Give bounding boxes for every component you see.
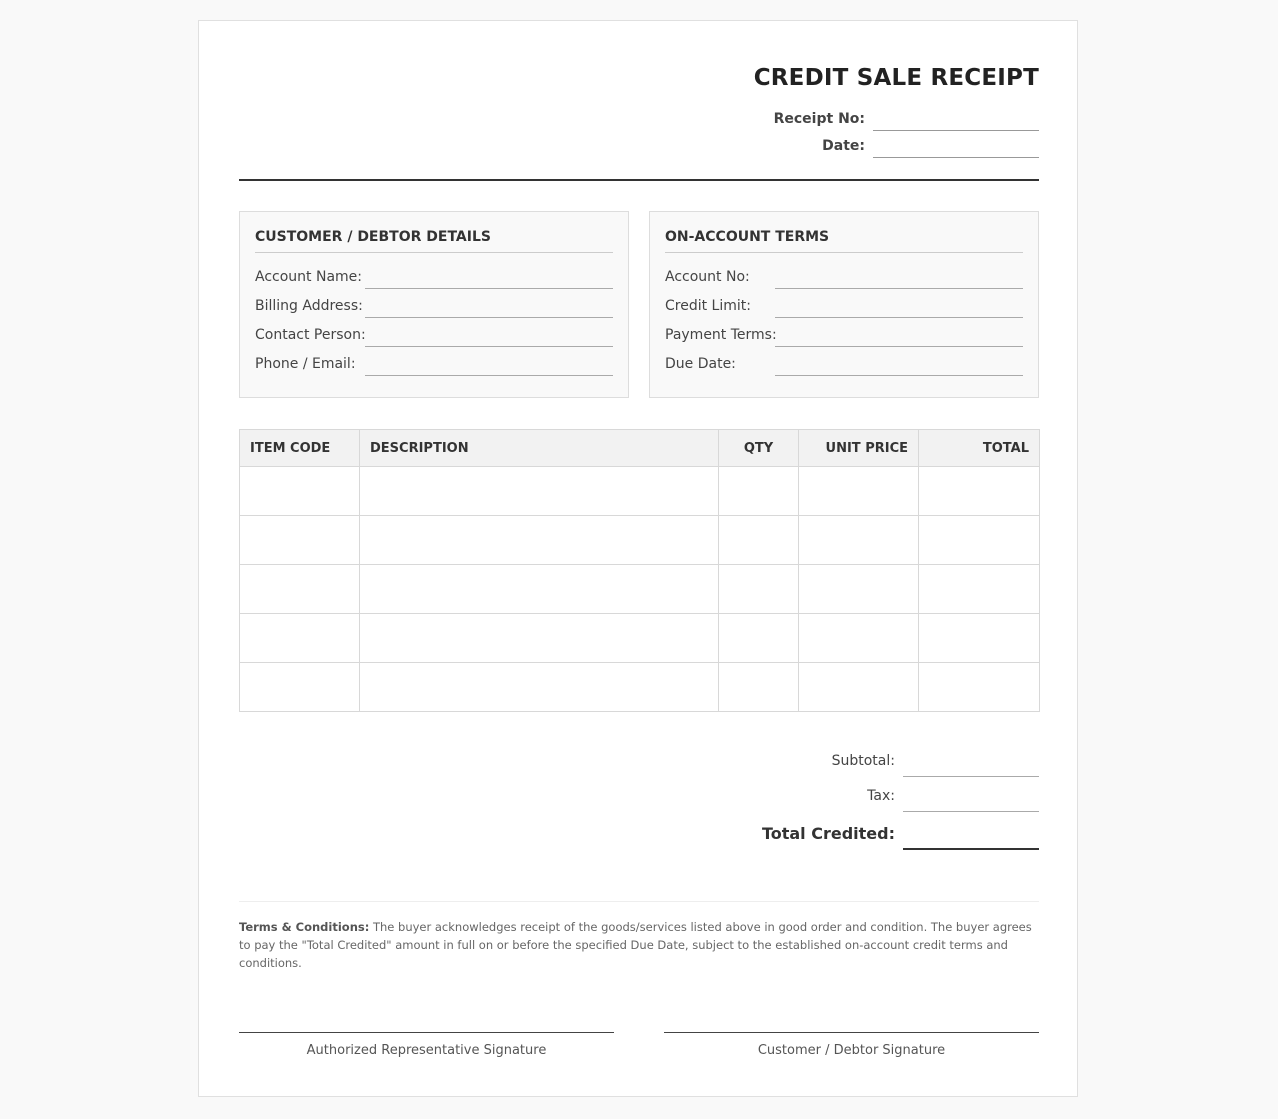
date-field[interactable] <box>873 137 1039 158</box>
subtotal-field[interactable] <box>903 776 1039 777</box>
receipt-no-row <box>739 109 1039 131</box>
customer-signature-line[interactable] <box>664 1032 1039 1058</box>
due-date-row <box>665 354 1023 376</box>
billing-address-label: Billing Address: <box>255 298 363 314</box>
total-cell[interactable] <box>919 467 1040 516</box>
account-name-label: Account Name: <box>255 269 362 285</box>
receipt-title: CREDIT SALE RECEIPT <box>753 65 1039 91</box>
contact-person-label: Contact Person: <box>255 327 366 343</box>
total-cell[interactable] <box>919 614 1040 663</box>
contact-person-row <box>255 325 613 347</box>
item-code-cell[interactable] <box>240 565 360 614</box>
table-row <box>240 565 1040 614</box>
account-no-label: Account No: <box>665 269 750 285</box>
on-account-terms-title: ON-ACCOUNT TERMS <box>665 229 1023 253</box>
receipt-no-field[interactable] <box>873 110 1039 131</box>
unit-price-cell[interactable] <box>799 663 919 712</box>
qty-header: QTY <box>719 430 799 467</box>
table-row <box>240 614 1040 663</box>
total-credited-label: Total Credited: <box>761 824 895 843</box>
qty-cell[interactable] <box>719 663 799 712</box>
payment-terms-row <box>665 325 1023 347</box>
due-date-label: Due Date: <box>665 356 736 372</box>
items-table <box>239 429 1040 712</box>
subtotal-row <box>739 749 1039 777</box>
customer-signature-label: Customer / Debtor Signature <box>757 1043 946 1058</box>
unit-price-cell[interactable] <box>799 565 919 614</box>
table-header-row <box>240 430 1040 467</box>
unit-price-header: UNIT PRICE <box>799 430 919 467</box>
table-row <box>240 467 1040 516</box>
total-credited-row <box>739 822 1039 850</box>
credit-limit-row <box>665 296 1023 318</box>
qty-cell[interactable] <box>719 614 799 663</box>
item-code-cell[interactable] <box>240 614 360 663</box>
description-cell[interactable] <box>360 467 719 516</box>
qty-cell[interactable] <box>719 467 799 516</box>
customer-details-title: CUSTOMER / DEBTOR DETAILS <box>255 229 613 253</box>
tax-row <box>739 784 1039 812</box>
unit-price-cell[interactable] <box>799 467 919 516</box>
payment-terms-label: Payment Terms: <box>665 327 777 343</box>
tax-field[interactable] <box>903 811 1039 812</box>
terms-heading: Terms & Conditions: <box>239 920 370 934</box>
description-cell[interactable] <box>360 663 719 712</box>
header-divider <box>239 179 1039 181</box>
description-cell[interactable] <box>360 516 719 565</box>
credit-limit-label: Credit Limit: <box>665 298 751 314</box>
tax-label: Tax: <box>867 788 895 804</box>
qty-cell[interactable] <box>719 516 799 565</box>
phone-email-field[interactable] <box>365 375 613 376</box>
date-row <box>739 136 1039 158</box>
item-code-cell[interactable] <box>240 516 360 565</box>
receipt-no-label: Receipt No: <box>773 111 865 127</box>
customer-details-box <box>239 211 629 398</box>
account-name-field[interactable] <box>365 288 613 289</box>
account-no-field[interactable] <box>775 288 1023 289</box>
terms-text: The buyer acknowledges receipt of the goods/services listed above in good order and condition. The buyer agrees to pay the "Total Credited" amount in full on or before the specified Due Date, subject to the established on-account credit terms and conditions. <box>239 920 1032 970</box>
terms-and-conditions <box>239 918 1039 972</box>
description-cell[interactable] <box>360 565 719 614</box>
unit-price-cell[interactable] <box>799 614 919 663</box>
credit-limit-field[interactable] <box>775 317 1023 318</box>
subtotal-label: Subtotal: <box>831 753 895 769</box>
due-date-field[interactable] <box>775 375 1023 376</box>
item-code-cell[interactable] <box>240 663 360 712</box>
phone-email-label: Phone / Email: <box>255 356 356 372</box>
description-header: DESCRIPTION <box>360 430 719 467</box>
account-no-row <box>665 267 1023 289</box>
unit-price-cell[interactable] <box>799 516 919 565</box>
terms-divider <box>239 901 1039 902</box>
total-cell[interactable] <box>919 565 1040 614</box>
total-cell[interactable] <box>919 663 1040 712</box>
representative-signature-line[interactable] <box>239 1032 614 1058</box>
total-cell[interactable] <box>919 516 1040 565</box>
date-label: Date: <box>822 138 865 154</box>
table-row <box>240 663 1040 712</box>
account-name-row <box>255 267 613 289</box>
total-credited-field[interactable] <box>903 848 1039 850</box>
payment-terms-field[interactable] <box>775 346 1023 347</box>
description-cell[interactable] <box>360 614 719 663</box>
item-code-header: ITEM CODE <box>240 430 360 467</box>
representative-signature-label: Authorized Representative Signature <box>306 1043 547 1058</box>
phone-email-row <box>255 354 613 376</box>
contact-person-field[interactable] <box>365 346 613 347</box>
receipt-page <box>198 20 1078 1097</box>
billing-address-row <box>255 296 613 318</box>
table-row <box>240 516 1040 565</box>
billing-address-field[interactable] <box>365 317 613 318</box>
qty-cell[interactable] <box>719 565 799 614</box>
total-header: TOTAL <box>919 430 1040 467</box>
on-account-terms-box <box>649 211 1039 398</box>
item-code-cell[interactable] <box>240 467 360 516</box>
